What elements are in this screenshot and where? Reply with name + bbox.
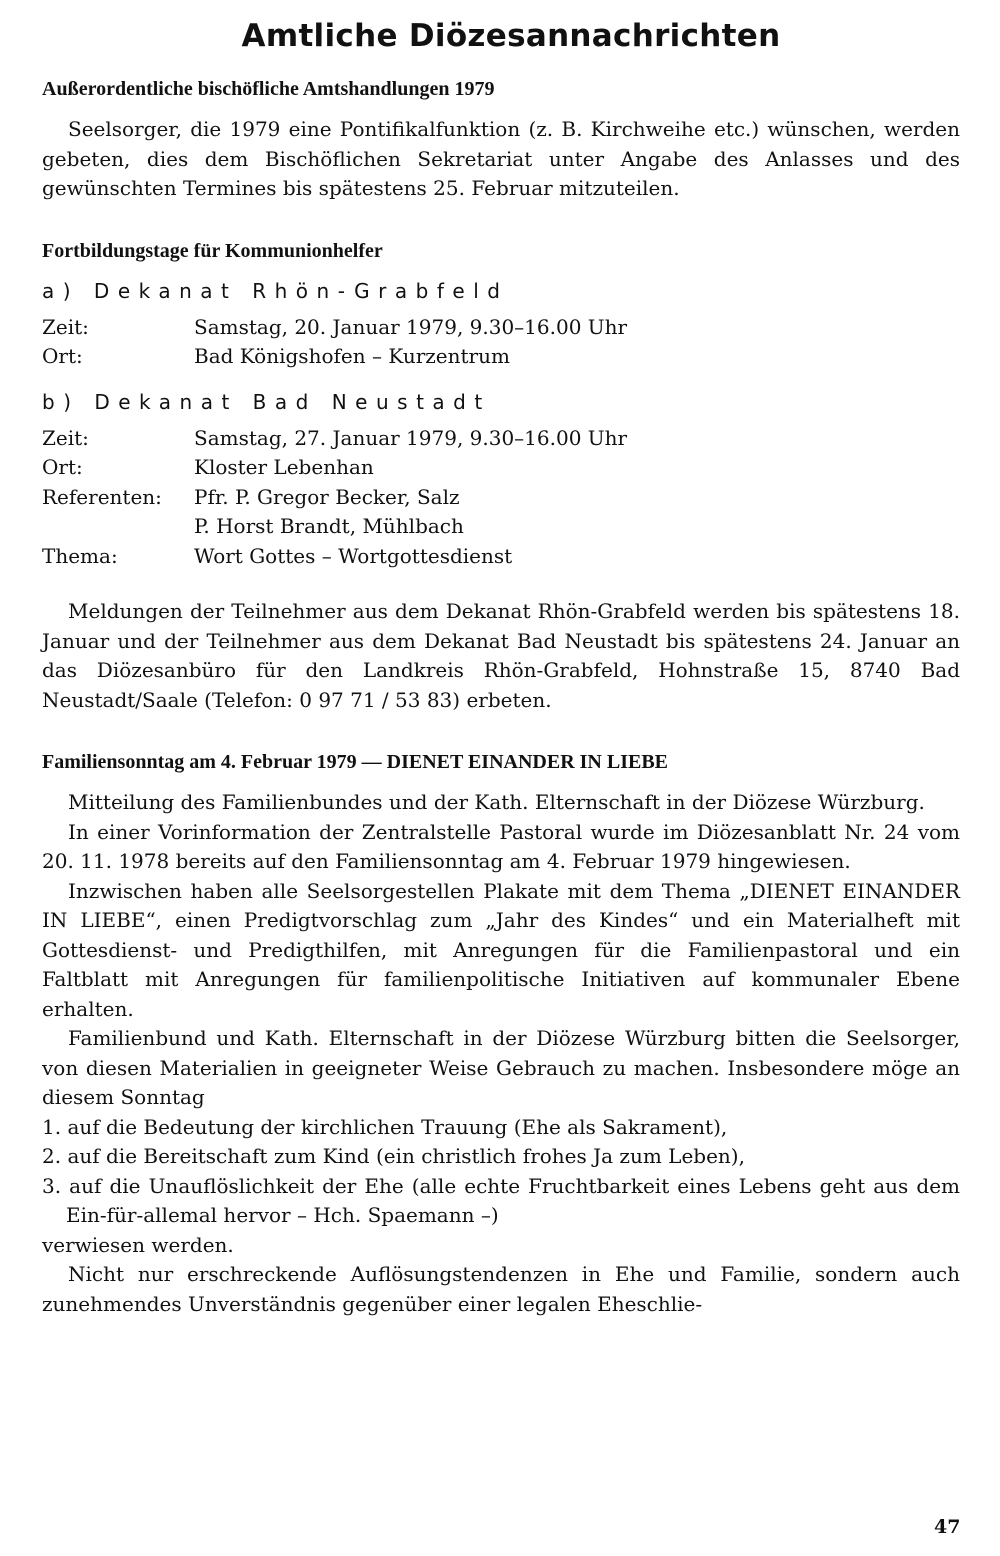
paragraph: verwiesen werden.: [42, 1232, 234, 1257]
row-key: Zeit:: [42, 425, 89, 450]
list-item: 3. auf die Unauflöslichkeit der Ehe (alle echte Fruchtbarkeit eines Lebens geht aus dem Ein-für-allemal hervor – Hch. Spaemann –): [42, 1173, 960, 1227]
row-key: Thema:: [42, 543, 118, 568]
section-heading: Familiensonntag am 4. Februar 1979 — DIENET EINANDER IN LIEBE: [42, 751, 669, 773]
list-item: 2. auf die Bereitschaft zum Kind (ein christlich frohes Ja zum Leben),: [42, 1144, 745, 1168]
row-value: Pfr. P. Gregor Becker, Salz: [194, 484, 460, 509]
row-value: Wort Gottes – Wortgottesdienst: [194, 543, 513, 568]
paragraph: Inzwischen haben alle Seelsorgestellen Plakate mit dem Thema „DIENET EINANDER IN LIEBE“, einen Predigtvorschlag zum „Jahr des Kindes“ und ein Materialheft mit Gottesdienst- und Predigthilfen, mit Anregungen für die Familienpastoral und ein Faltblatt mit Anregungen für familienpolitische Initiativen auf kommunaler Ebene erhalten.: [42, 878, 960, 1021]
row-value: Kloster Lebenhan: [194, 455, 374, 479]
paragraph: In einer Vorinformation der Zentralstelle Pastoral wurde im Diözesanblatt Nr. 24 vom 20. 11. 1978 bereits auf den Familiensonntag am 4. Februar 1979 hingewiesen.: [42, 819, 960, 873]
row-key: Zeit:: [42, 314, 89, 339]
list-item: 1. auf die Bedeutung der kirchlichen Trauung (Ehe als Sakrament),: [42, 1114, 728, 1139]
deanery-a-label: a) Dekanat Rhön-Grabfeld: [42, 278, 509, 303]
row-key: Ort:: [42, 455, 83, 479]
paragraph: Seelsorger, die 1979 eine Pontifikalfunktion (z. B. Kirchweihe etc.) wünschen, werden gebeten, dies dem Bischöflichen Sekretariat unter Angabe des Anlasses und des gewünschten Termines bis spätestens 25. Februar mitzuteilen.: [42, 117, 960, 200]
row-value: Samstag, 20. Januar 1979, 9.30–16.00 Uhr: [194, 314, 628, 339]
info-row: [42, 512, 960, 542]
row-key: Ort:: [42, 344, 83, 368]
row-value: Bad Königshofen – Kurzentrum: [194, 344, 510, 368]
paragraph: Familienbund und Kath. Elternschaft in der Diözese Würzburg bitten die Seelsorger, von diesen Materialien in geeigneter Weise Gebrauch zu machen. Insbesondere möge an diesem Sonntag: [42, 1026, 960, 1109]
page-title: Amtliche Diözesannachrichten: [241, 18, 781, 54]
info-row: [42, 313, 960, 343]
info-row: [42, 453, 960, 483]
section-heading: Fortbildungstage für Kommunionhelfer: [42, 239, 383, 262]
section-training-days: [42, 240, 960, 716]
info-row: [42, 342, 960, 372]
row-value: Samstag, 27. Januar 1979, 9.30–16.00 Uhr: [194, 425, 628, 450]
row-value: P. Horst Brandt, Mühlbach: [194, 514, 464, 538]
row-key: [42, 512, 194, 542]
section-heading: Außerordentliche bischöfliche Amtshandlungen 1979: [42, 78, 495, 100]
info-row: [42, 542, 960, 572]
row-key: Referenten:: [42, 484, 162, 509]
paragraph: Nicht nur erschreckende Auflösungstendenzen in Ehe und Familie, sondern auch zunehmendes Unverständnis gegenüber einer legalen Eheschlie-: [42, 1262, 960, 1316]
info-row: [42, 424, 960, 454]
section-pontifical-functions: [42, 78, 960, 204]
registration-paragraph: Meldungen der Teilnehmer aus dem Dekanat Rhön-Grabfeld werden bis spätestens 18. Januar und der Teilnehmer aus dem Dekanat Bad Neustadt bis spätestens 24. Januar an das Diözesanbüro für den Landkreis Rhön-Grabfeld, Hohnstraße 15, 8740 Bad Neustadt/Saale (Telefon: 0 97 71 / 53 83) erbeten.: [42, 599, 960, 712]
document-page: [42, 18, 960, 1345]
info-row: [42, 483, 960, 513]
page-number: 47: [934, 1516, 961, 1538]
deanery-b-label: b) Dekanat Bad Neustadt: [42, 389, 491, 414]
paragraph: Mitteilung des Familienbundes und der Kath. Elternschaft in der Diözese Würzburg.: [68, 790, 925, 814]
section-family-sunday: [42, 751, 960, 1319]
